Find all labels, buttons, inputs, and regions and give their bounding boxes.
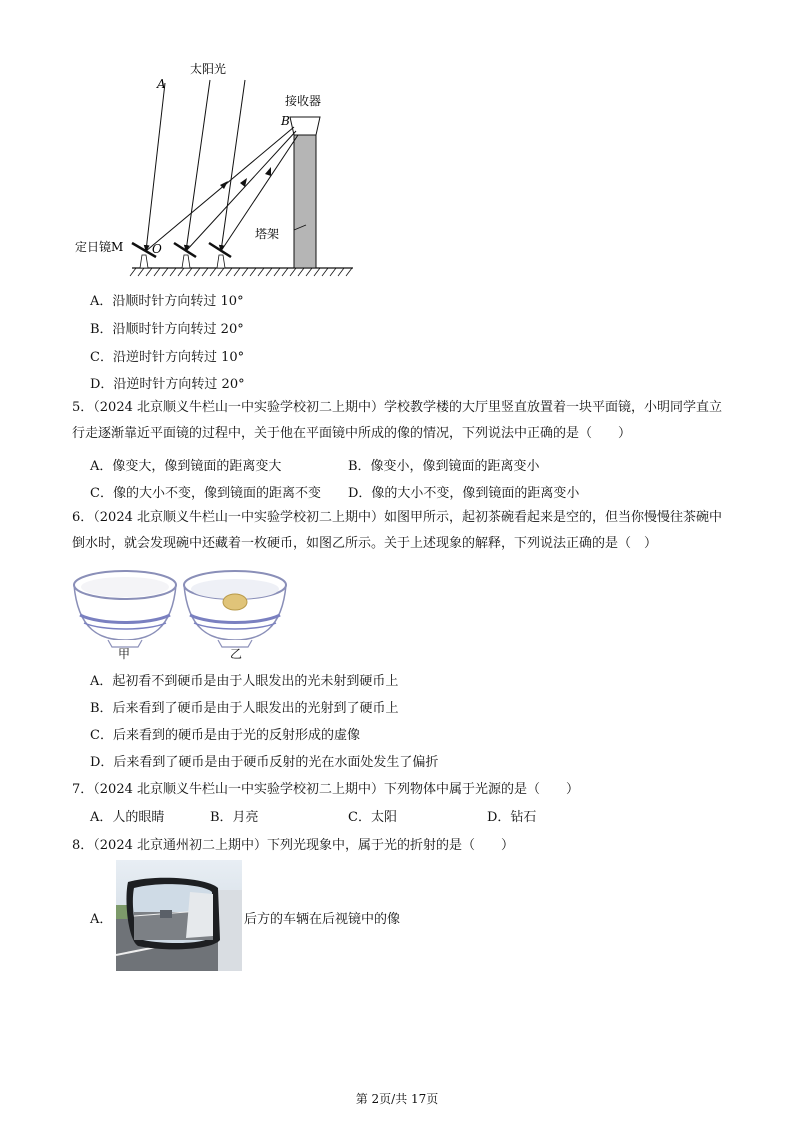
label-tower: 塔架 (255, 227, 280, 241)
q4-option-a: A．沿顺时针方向转过 10° (90, 294, 244, 309)
label-yi: 乙 (230, 647, 243, 661)
sun-ray-a (146, 83, 165, 251)
sun-ray-3 (221, 80, 245, 251)
q6-option-d: D．后来看到了硬币是由于硬币反射的光在水面处发生了偏折 (90, 755, 439, 770)
q7-option-b: B．月亮 (210, 810, 259, 825)
q7-option-c: C．太阳 (348, 810, 397, 825)
q7-option-d: D．钻石 (487, 810, 537, 825)
q6-stem: 6．（2024 北京顺义牛栏山一中实验学校初二上期中）如图甲所示，起初茶碗看起来是空的，但当你慢慢往茶碗中倒水时，就会发现碗中还藏着一枚硬币，如图乙所示。关于上述现象的解释，下列说法正确的是（ ） (72, 510, 722, 551)
q7-option-a: A．人的眼睛 (90, 810, 165, 825)
q7-stem: 7．（2024 北京顺义牛栏山一中实验学校初二上期中）下列物体中属于光源的是（ ） (72, 782, 579, 797)
label-a: A (157, 77, 166, 91)
q5-option-a: A．像变大，像到镜面的距离变大 (90, 459, 282, 474)
q8-option-a-text: 后方的车辆在后视镜中的像 (244, 912, 401, 927)
label-b: B (281, 114, 290, 128)
q6-option-a: A．起初看不到硬币是由于人眼发出的光未射到硬币上 (90, 674, 399, 689)
q8-stem: 8．（2024 北京通州初二上期中）下列光现象中，属于光的折射的是（ ） (72, 838, 514, 853)
tower (294, 135, 316, 268)
q4-option-b: B．沿顺时针方向转过 20° (90, 322, 244, 337)
label-receiver: 接收器 (285, 94, 322, 108)
q5-stem: 5．（2024 北京顺义牛栏山一中实验学校初二上期中）学校教学楼的大厅里竖直放置着一块平面镜，小明同学直立行走逐渐靠近平面镜的过程中，关于他在平面镜中所成的像的情况，下列说法中正确的是（ ） (72, 400, 722, 441)
q5-option-c: C．像的大小不变，像到镜面的距离不变 (90, 486, 321, 501)
page-footer: 第 2页/共 17页 (355, 1092, 439, 1106)
sun-ray-2 (186, 80, 210, 251)
rear-view-mirror-photo (116, 860, 242, 971)
bowl-yi (184, 571, 286, 647)
label-jia: 甲 (118, 647, 131, 661)
label-o: O (152, 242, 162, 256)
bowl-jia (74, 571, 176, 647)
label-mirror-m: 定日镜M (75, 240, 124, 254)
q6-option-b: B．后来看到了硬币是由于人眼发出的光射到了硬币上 (90, 701, 399, 716)
q6-option-c: C．后来看到的硬币是由于光的反射形成的虚像 (90, 728, 360, 743)
solar-tower-figure (70, 55, 370, 280)
tea-bowls-figure (70, 565, 290, 660)
reflected-ray-2 (186, 131, 296, 251)
q4-option-c: C．沿逆时针方向转过 10° (90, 350, 245, 365)
q8-option-a-letter: A． (90, 912, 113, 927)
label-sunlight: 太阳光 (190, 62, 227, 76)
coin (223, 594, 247, 610)
q5-option-d: D．像的大小不变，像到镜面的距离变小 (348, 486, 580, 501)
q5-option-b: B．像变小，像到镜面的距离变小 (348, 459, 540, 474)
q4-option-d: D．沿逆时针方向转过 20° (90, 377, 245, 392)
